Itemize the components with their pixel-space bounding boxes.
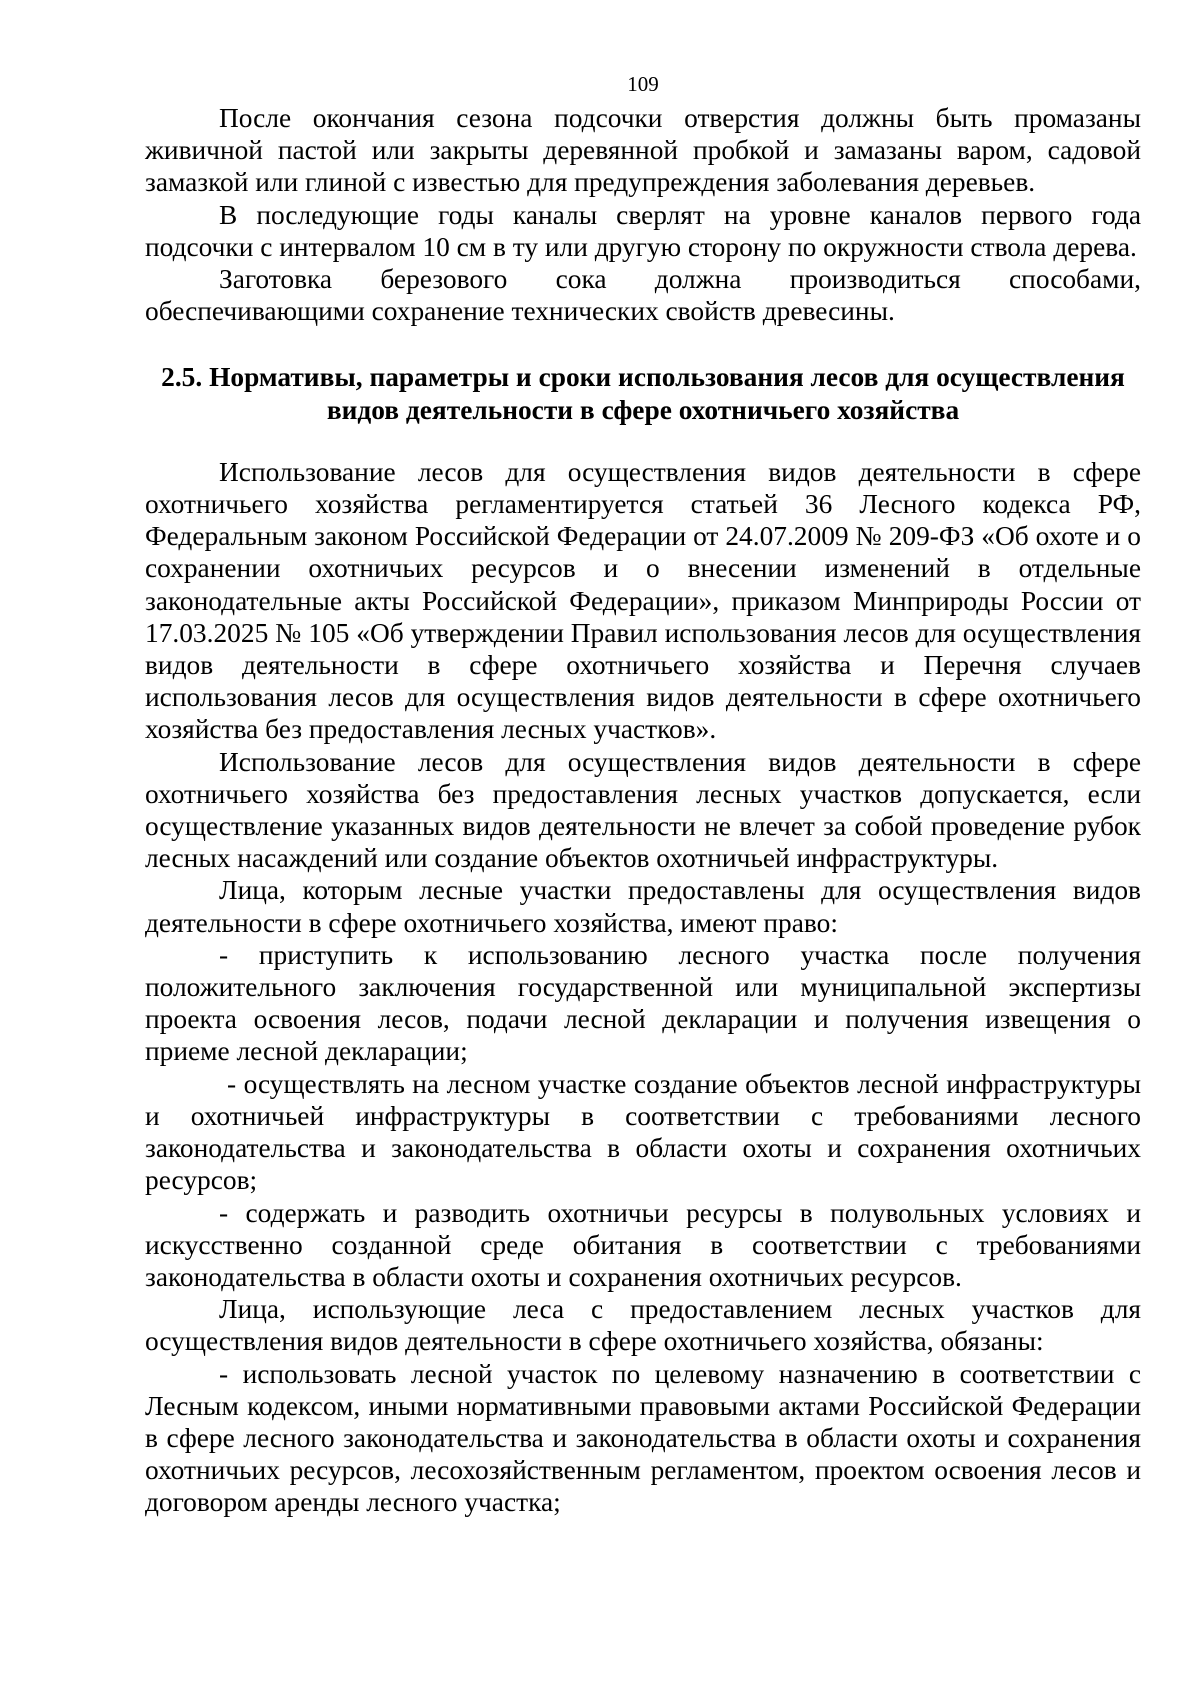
list-item-obligation-purpose: - использовать лесной участок по целевому назначению в соответствии с Лесным кодексом, иными нормативными правовыми актами Российской Федерации в сфере лесного законодательства и законодательства в области охоты и сохранения охотничьих ресурсов, лесохозяйственным регламентом, проектом освоения лесов и договором аренды лесного участка; [145, 1358, 1141, 1518]
paragraph-regulation: Использование лесов для осуществления видов деятельности в сфере охотничьего хозяйства регламентируется статьей 36 Лесного кодекса РФ, Федеральным законом Российской Федерации от 24.07.2009 № 209-ФЗ «Об охоте и о сохранении охотничьих ресурсов и о внесении изменений в отдельные законодательные акты Российской Федерации», приказом Минприроды России от 17.03.2025 № 105 «Об утверждении Правил использования лесов для осуществления видов деятельности в сфере охотничьего хозяйства и Перечня случаев использования лесов для осуществления видов деятельности в сфере охотничьего хозяйства без предоставления лесных участков». [145, 456, 1141, 745]
list-item-right-start-use: - приступить к использованию лесного участка после получения положительного заключения государственной или муниципальной экспертизы проекта освоения лесов, подачи лесной декларации и получения извещения о приеме лесной декларации; [145, 939, 1141, 1067]
list-item-right-breeding: - содержать и разводить охотничьи ресурсы в полувольных условиях и искусственно созданной среде обитания в соответствии с требованиями законодательства в области охоты и сохранения охотничьих ресурсов. [145, 1197, 1141, 1292]
paragraph-obligations-intro: Лица, использующие леса с предоставлением лесных участков для осуществления видов деятельности в сфере охотничьего хозяйства, обязаны: [145, 1294, 1141, 1357]
paragraph-without-plots: Использование лесов для осуществления видов деятельности в сфере охотничьего хозяйства без предоставления лесных участков допускается, если осуществление указанных видов деятельности не влечет за собой проведение рубок лесных насаждений или создание объектов охотничьей инфраструктуры. [145, 746, 1141, 874]
list-item-right-infrastructure: - осуществлять на лесном участке создание объектов лесной инфраструктуры и охотничьей инфраструктуры в соответствии с требованиями лесного законодательства и законодательства в области охоты и сохранения охотничьих ресурсов; [145, 1068, 1141, 1196]
document-page [145, 72, 1141, 1519]
paragraph-resin-holes: После окончания сезона подсочки отверстия должны быть промазаны живичной пастой или закрыты деревянной пробкой и замазаны варом, садовой замазкой или глиной с известью для предупреждения заболевания деревьев. [145, 103, 1141, 198]
paragraph-birch-sap: Заготовка березового сока должна производиться способами, обеспечивающими сохранение технических свойств древесины. [145, 264, 1141, 327]
paragraph-channels: В последующие годы каналы сверлят на уровне каналов первого года подсочки с интервалом 10 см в ту или другую сторону по окружности ствола дерева. [145, 199, 1141, 262]
paragraph-rights-intro: Лица, которым лесные участки предоставлены для осуществления видов деятельности в сфере охотничьего хозяйства, имеют право: [145, 875, 1141, 938]
page-number: 109 [627, 72, 659, 96]
section-heading: 2.5. Нормативы, параметры и сроки использования лесов для осуществления видов деятельности в сфере охотничьего хозяйства [161, 362, 1125, 425]
